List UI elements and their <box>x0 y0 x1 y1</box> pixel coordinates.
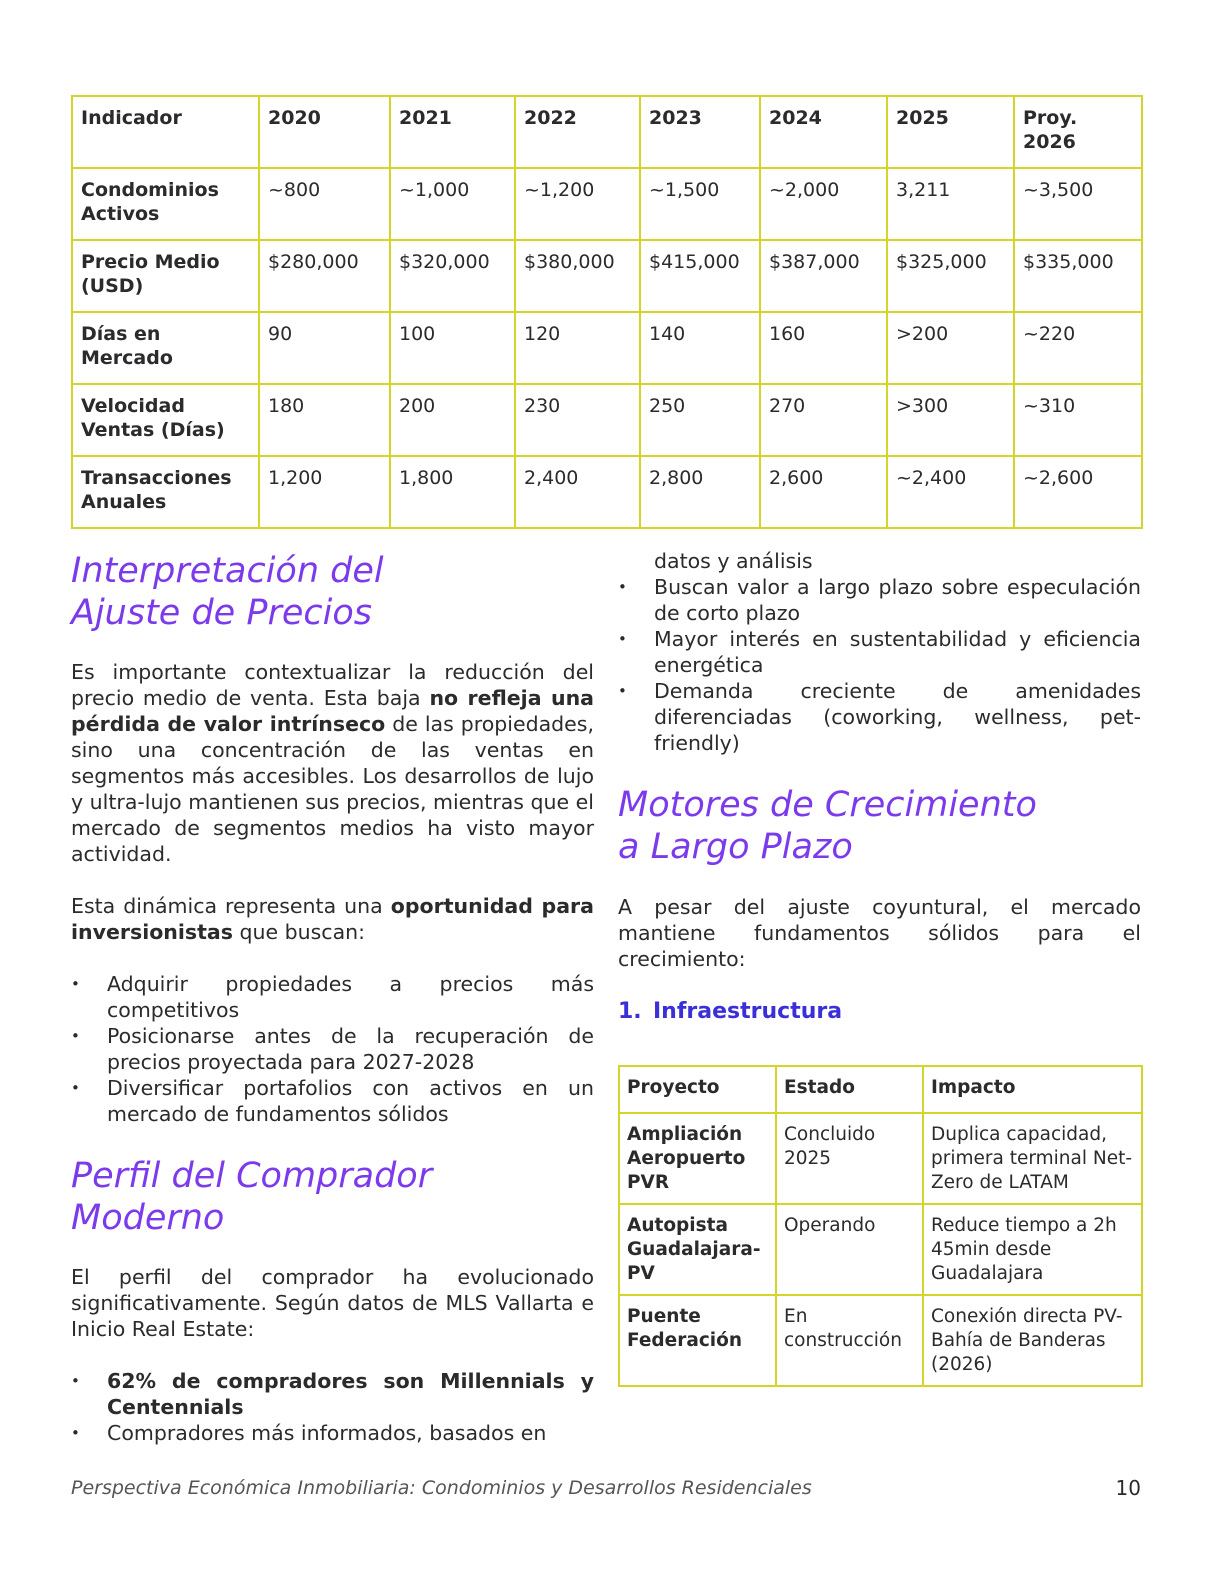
status-cell: En construcción <box>776 1295 923 1386</box>
header-cell: 2022 <box>515 96 640 168</box>
table-cell: 250 <box>640 384 760 456</box>
table-cell: 200 <box>390 384 515 456</box>
table-cell: ~220 <box>1014 312 1142 384</box>
list-item: • Compradores más informados, basados en <box>71 1420 594 1446</box>
table-row <box>619 1295 1142 1386</box>
perfil-list <box>71 1368 594 1446</box>
row-label: Transacciones Anuales <box>72 456 259 528</box>
table-cell: ~800 <box>259 168 390 240</box>
header-cell: 2020 <box>259 96 390 168</box>
list-item: • Posicionarse antes de la recuperación de precios proyectada para 2027-2028 <box>71 1023 594 1075</box>
table-cell: ~2,000 <box>760 168 887 240</box>
paragraph-motores: A pesar del ajuste coyuntural, el mercado mantiene fundamentos sólidos para el crecimiento: <box>618 895 1141 971</box>
table-cell: $387,000 <box>760 240 887 312</box>
perfil-list-continued <box>618 548 1141 574</box>
table-cell: 2,800 <box>640 456 760 528</box>
table-header-row <box>72 96 1142 168</box>
impact-cell: Duplica capacidad, primera terminal Net-Zero de LATAM <box>923 1113 1142 1204</box>
infraestructura-table <box>618 1065 1143 1387</box>
table-cell: 140 <box>640 312 760 384</box>
text-run: de las propiedades, sino una concentración de las ventas en segmentos más accesibles. Los desarrollos de lujo y ultra-lujo mantienen sus precios, mientras que el mercado de segmentos medios ha visto mayor actividad. <box>71 712 594 866</box>
bold-text: no refleja una pérdida de valor intrínseco <box>71 686 594 736</box>
market-indicators-table <box>71 95 1143 529</box>
header-cell: Proyecto <box>619 1066 776 1113</box>
table-cell: 3,211 <box>887 168 1014 240</box>
header-cell: 2021 <box>390 96 515 168</box>
table-cell: $380,000 <box>515 240 640 312</box>
table-cell: 1,200 <box>259 456 390 528</box>
impact-cell: Reduce tiempo a 2h 45min desde Guadalajara <box>923 1204 1142 1295</box>
table-cell: 2,400 <box>515 456 640 528</box>
table-row <box>72 312 1142 384</box>
header-cell: Estado <box>776 1066 923 1113</box>
list-item-continuation: datos y análisis <box>654 549 813 573</box>
list-item: • Buscan valor a largo plazo sobre especulación de corto plazo <box>618 574 1141 626</box>
text-run: que buscan: <box>232 920 366 944</box>
table-cell: >300 <box>887 384 1014 456</box>
title-line: Ajuste de Precios <box>71 593 372 633</box>
row-label: Precio Medio (USD) <box>72 240 259 312</box>
header-cell: Indicador <box>72 96 259 168</box>
section-title-motores <box>618 784 1141 868</box>
table-cell: ~1,200 <box>515 168 640 240</box>
table-cell: 1,800 <box>390 456 515 528</box>
section-title-interpretacion <box>71 550 594 634</box>
table-cell: 120 <box>515 312 640 384</box>
oportunidad-list <box>71 971 594 1127</box>
list-item: • Adquirir propiedades a precios más competitivos <box>71 971 594 1023</box>
project-name-cell: Ampliación Aeropuerto PVR <box>619 1113 776 1204</box>
table-cell: 160 <box>760 312 887 384</box>
paragraph-perfil: El perfil del comprador ha evolucionado significativamente. Según datos de MLS Vallarta e Inicio Real Estate: <box>71 1265 594 1341</box>
table-cell: 270 <box>760 384 887 456</box>
table-cell: ~3,500 <box>1014 168 1142 240</box>
table-cell: 230 <box>515 384 640 456</box>
list-item: • Mayor interés en sustentabilidad y eficiencia energética <box>618 626 1141 678</box>
list-item: • Diversificar portafolios con activos en un mercado de fundamentos sólidos <box>71 1075 594 1127</box>
text-run: Esta dinámica representa una <box>71 894 391 918</box>
table-row <box>72 384 1142 456</box>
header-cell: 2023 <box>640 96 760 168</box>
subsection-number: 1. <box>618 999 642 1024</box>
subsection-title-infraestructura <box>618 998 1141 1026</box>
table-cell: ~310 <box>1014 384 1142 456</box>
right-column <box>618 548 1141 1387</box>
table-cell: $280,000 <box>259 240 390 312</box>
table-cell: 180 <box>259 384 390 456</box>
table-cell: 2,600 <box>760 456 887 528</box>
table-cell: ~2,400 <box>887 456 1014 528</box>
section-title-perfil <box>71 1155 594 1239</box>
bold-text: oportunidad para inversionistas <box>71 894 594 944</box>
title-line: Moderno <box>71 1198 225 1238</box>
perfil-list-rest <box>618 574 1141 756</box>
title-line: Motores de Crecimiento <box>618 785 1037 825</box>
bold-text: 62% de compradores son Millennials y Centennials <box>107 1369 594 1419</box>
row-label: Velocidad Ventas (Días) <box>72 384 259 456</box>
table-cell: $320,000 <box>390 240 515 312</box>
impact-cell: Conexión directa PV-Bahía de Banderas (2026) <box>923 1295 1142 1386</box>
status-cell: Concluido 2025 <box>776 1113 923 1204</box>
title-line: Interpretación del <box>71 551 384 591</box>
title-line: a Largo Plazo <box>618 827 853 867</box>
table-row <box>72 240 1142 312</box>
table-cell: $335,000 <box>1014 240 1142 312</box>
footer-document-title: Perspectiva Económica Inmobiliaria: Condominios y Desarrollos Residenciales <box>71 1477 812 1499</box>
table-cell: 100 <box>390 312 515 384</box>
project-name-cell: Autopista Guadalajara-PV <box>619 1204 776 1295</box>
table-row <box>72 168 1142 240</box>
status-cell: Operando <box>776 1204 923 1295</box>
table-cell: $415,000 <box>640 240 760 312</box>
left-column <box>71 548 594 1446</box>
header-cell: 2025 <box>887 96 1014 168</box>
header-cell: Impacto <box>923 1066 1142 1113</box>
project-name-cell: Puente Federación <box>619 1295 776 1386</box>
row-label: Condominios Activos <box>72 168 259 240</box>
table-cell: $325,000 <box>887 240 1014 312</box>
table-row <box>72 456 1142 528</box>
list-item: • Demanda creciente de amenidades diferenciadas (coworking, wellness, pet-friendly) <box>618 678 1141 756</box>
text-run: Es importante contextualizar la reducción del precio medio de venta. Esta baja <box>71 660 594 710</box>
table-cell: >200 <box>887 312 1014 384</box>
paragraph-interpretacion <box>71 659 594 867</box>
header-cell: 2024 <box>760 96 887 168</box>
table-header-row <box>619 1066 1142 1113</box>
table-row <box>619 1204 1142 1295</box>
row-label: Días en Mercado <box>72 312 259 384</box>
list-item <box>71 1368 594 1420</box>
table-row <box>619 1113 1142 1204</box>
title-line: Perfil del Comprador <box>71 1156 433 1196</box>
table-cell: ~1,500 <box>640 168 760 240</box>
paragraph-oportunidad <box>71 893 594 945</box>
table-cell: ~1,000 <box>390 168 515 240</box>
page-number: 10 <box>1115 1476 1141 1500</box>
table-cell: ~2,600 <box>1014 456 1142 528</box>
header-cell: Proy. 2026 <box>1014 96 1142 168</box>
table-cell: 90 <box>259 312 390 384</box>
subsection-label: Infraestructura <box>653 999 843 1024</box>
